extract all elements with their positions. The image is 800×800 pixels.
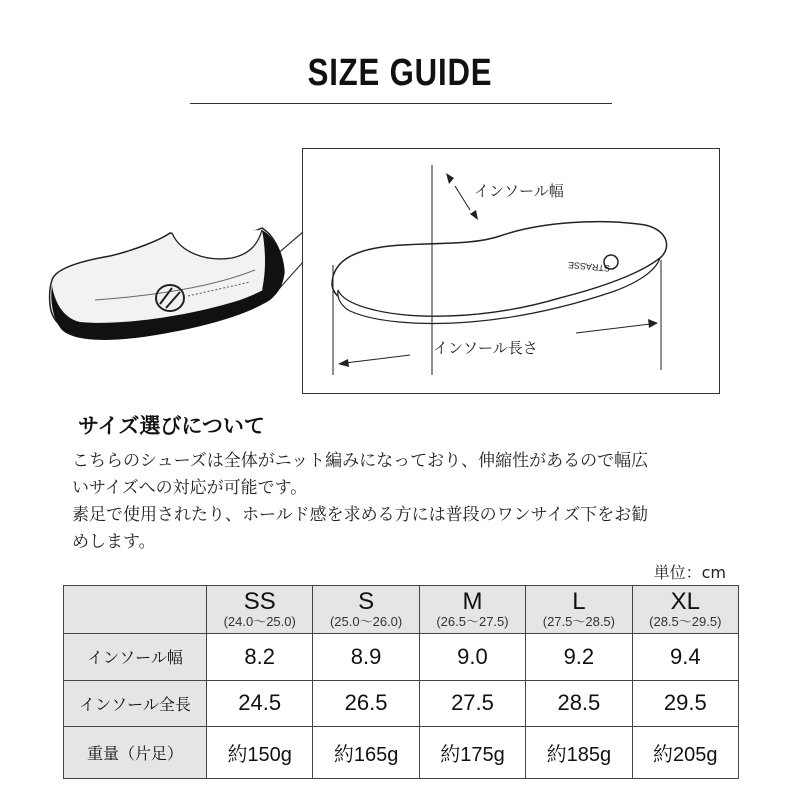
table-cell: 約165g xyxy=(313,727,419,779)
insole-length-label: インソール長さ xyxy=(433,339,538,357)
description-line: めします。 xyxy=(72,532,156,552)
table-header-row xyxy=(64,586,739,634)
insole-width-label: インソール幅 xyxy=(474,182,564,200)
insole-brand-text: STRASSE xyxy=(567,259,611,274)
size-header-xl: XL (28.5～29.5) xyxy=(632,586,738,634)
size-header-s: S (25.0～26.0) xyxy=(313,586,419,634)
description-line: こちらのシューズは全体がニット編みになっており、伸縮性があるので幅広 xyxy=(72,451,649,471)
row-label-insole-length: インソール全長 xyxy=(64,680,207,727)
size-header-l: L (27.5～28.5) xyxy=(526,586,632,634)
table-cell: 9.4 xyxy=(632,634,738,681)
size-header-m: M (26.5～27.5) xyxy=(419,586,525,634)
page-title: SIZE GUIDE xyxy=(307,52,493,94)
table-row xyxy=(64,680,739,727)
table-cell: 約175g xyxy=(419,727,525,779)
table-corner-cell xyxy=(64,586,207,634)
table-cell: 27.5 xyxy=(419,680,525,727)
size-table xyxy=(63,585,739,779)
table-cell: 9.0 xyxy=(419,634,525,681)
table-row xyxy=(64,727,739,779)
table-cell: 29.5 xyxy=(632,680,738,727)
size-header-ss: SS (24.0～25.0) xyxy=(207,586,313,634)
table-cell: 26.5 xyxy=(313,680,419,727)
shoe-icon xyxy=(50,228,284,340)
table-cell: 約150g xyxy=(207,727,313,779)
unit-label: 単位：cm xyxy=(653,563,726,582)
table-cell: 24.5 xyxy=(207,680,313,727)
table-row xyxy=(64,634,739,681)
section-heading: サイズ選びについて xyxy=(78,414,265,438)
table-cell: 28.5 xyxy=(526,680,632,727)
table-cell: 約185g xyxy=(526,727,632,779)
table-cell: 8.2 xyxy=(207,634,313,681)
table-cell: 8.9 xyxy=(313,634,419,681)
row-label-insole-width: インソール幅 xyxy=(64,634,207,681)
description-line: いサイズへの対応が可能です。 xyxy=(72,478,308,498)
description-line: 素足で使用されたり、ホールド感を求める方には普段のワンサイズ下をお勧 xyxy=(72,505,649,525)
table-cell: 9.2 xyxy=(526,634,632,681)
row-label-weight: 重量（片足） xyxy=(64,727,207,779)
table-cell: 約205g xyxy=(632,727,738,779)
size-description xyxy=(72,448,752,556)
